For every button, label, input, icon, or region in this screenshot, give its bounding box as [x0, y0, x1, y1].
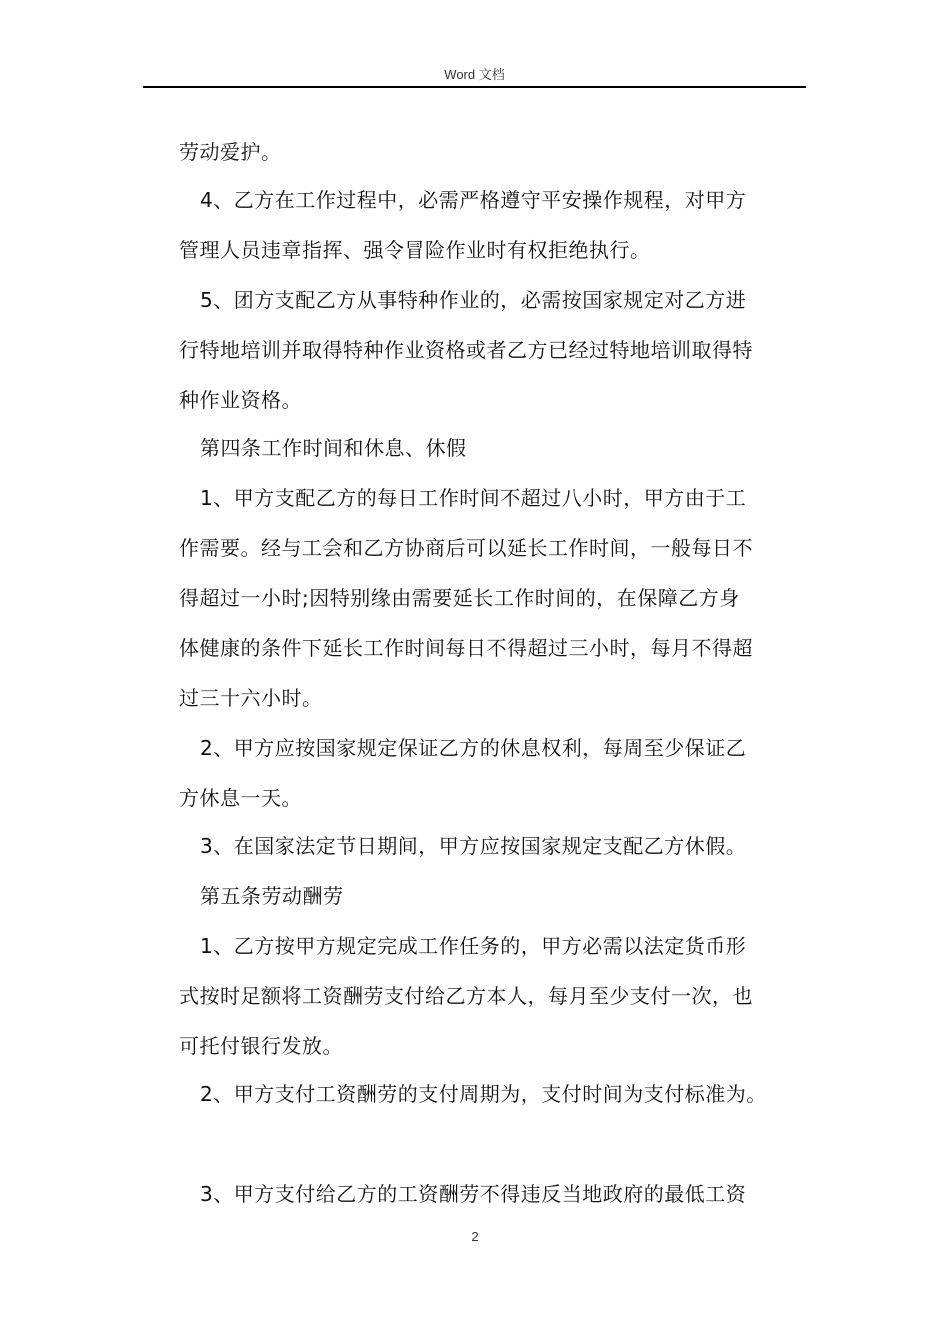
paragraph-line: 1、甲方支配乙方的每日工作时间不超过八小时，甲方由于工: [200, 486, 747, 510]
paragraph-line: 1、乙方按甲方规定完成工作任务的，甲方必需以法定货币形: [200, 934, 747, 958]
paragraph-line: 过三十六小时。: [179, 686, 323, 710]
paragraph-line: 行特地培训并取得特种作业资格或者乙方已经过特地培训取得特: [179, 338, 753, 362]
paragraph-line: 2、甲方应按国家规定保证乙方的休息权利，每周至少保证乙: [200, 736, 747, 760]
paragraph-line: 2、甲方支付工资酬劳的支付周期为，支付时间为支付标准为。: [200, 1082, 767, 1106]
page-header: Word 文档: [444, 67, 505, 82]
paragraph-line: 可托付银行发放。: [179, 1034, 343, 1058]
paragraph-line: 管理人员违章指挥、强令冒险作业时有权拒绝执行。: [179, 238, 651, 262]
header-divider: [143, 86, 806, 88]
paragraph-line: 得超过一小时;因特别缘由需要延长工作时间的，在保障乙方身: [179, 586, 740, 610]
section-heading: 第四条工作时间和休息、休假: [200, 436, 467, 460]
paragraph-line: 体健康的条件下延长工作时间每日不得超过三小时，每月不得超: [179, 636, 753, 660]
paragraph-line: 式按时足额将工资酬劳支付给乙方本人，每月至少支付一次，也: [179, 984, 753, 1008]
paragraph-line: 劳动爱护。: [179, 140, 282, 164]
section-heading: 第五条劳动酬劳: [200, 884, 344, 908]
page-number: 2: [471, 1229, 479, 1244]
paragraph-line: 3、在国家法定节日期间，甲方应按国家规定支配乙方休假。: [200, 834, 747, 858]
paragraph-line: 4、乙方在工作过程中，必需严格遵守平安操作规程，对甲方: [200, 188, 747, 212]
paragraph-line: 方休息一天。: [179, 786, 302, 810]
paragraph-line: 作需要。经与工会和乙方协商后可以延长工作时间，一般每日不: [179, 536, 753, 560]
paragraph-line: 3、甲方支付给乙方的工资酬劳不得违反当地政府的最低工资: [200, 1182, 747, 1206]
paragraph-line: 5、团方支配乙方从事特种作业的，必需按国家规定对乙方进: [200, 288, 747, 312]
paragraph-line: 种作业资格。: [179, 388, 302, 412]
